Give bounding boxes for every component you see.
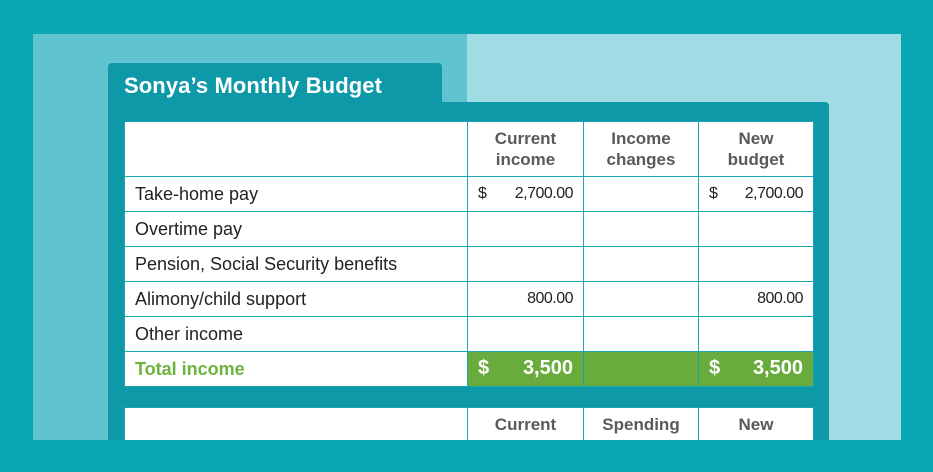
table-row bbox=[125, 212, 814, 247]
total-income-change bbox=[584, 352, 699, 387]
new-budget-cell: $ 2,700.00 bbox=[699, 177, 814, 212]
table-row bbox=[125, 247, 814, 282]
row-label: Take-home pay bbox=[125, 177, 468, 212]
budget-title: Sonya’s Monthly Budget bbox=[124, 73, 383, 98]
total-current-income: $ 3,500 bbox=[468, 352, 584, 387]
header-spending-changes: Spending bbox=[584, 408, 699, 469]
row-label: Other income bbox=[125, 317, 468, 352]
income-change-cell bbox=[584, 247, 699, 282]
new-budget-cell: 800.00 bbox=[699, 282, 814, 317]
total-new-budget: $ 3,500 bbox=[699, 352, 814, 387]
header-new-budget: New budget bbox=[699, 122, 814, 177]
bottom-band bbox=[0, 440, 933, 472]
table-row bbox=[125, 282, 814, 317]
current-income-cell bbox=[468, 247, 584, 282]
income-change-cell bbox=[584, 212, 699, 247]
income-change-cell bbox=[584, 177, 699, 212]
row-label: Pension, Social Security benefits bbox=[125, 247, 468, 282]
current-income-cell bbox=[468, 212, 584, 247]
header-current-spending: Current bbox=[468, 408, 584, 469]
header-new-spending: New bbox=[699, 408, 814, 469]
empty-header-cell bbox=[125, 122, 468, 177]
current-income-cell bbox=[468, 317, 584, 352]
total-income-row bbox=[125, 352, 814, 387]
new-budget-cell bbox=[699, 212, 814, 247]
income-table bbox=[124, 121, 814, 387]
income-change-cell bbox=[584, 317, 699, 352]
current-income-cell: $ 2,700.00 bbox=[468, 177, 584, 212]
table-row bbox=[125, 317, 814, 352]
row-label: Alimony/child support bbox=[125, 282, 468, 317]
header-current-income: Current income bbox=[468, 122, 584, 177]
row-label: Overtime pay bbox=[125, 212, 468, 247]
table-row bbox=[125, 177, 814, 212]
current-income-cell: 800.00 bbox=[468, 282, 584, 317]
income-change-cell bbox=[584, 282, 699, 317]
total-income-label: Total income bbox=[125, 352, 468, 387]
new-budget-cell bbox=[699, 247, 814, 282]
new-budget-cell bbox=[699, 317, 814, 352]
header-income-changes: Income changes bbox=[584, 122, 699, 177]
income-header-row bbox=[125, 122, 814, 177]
